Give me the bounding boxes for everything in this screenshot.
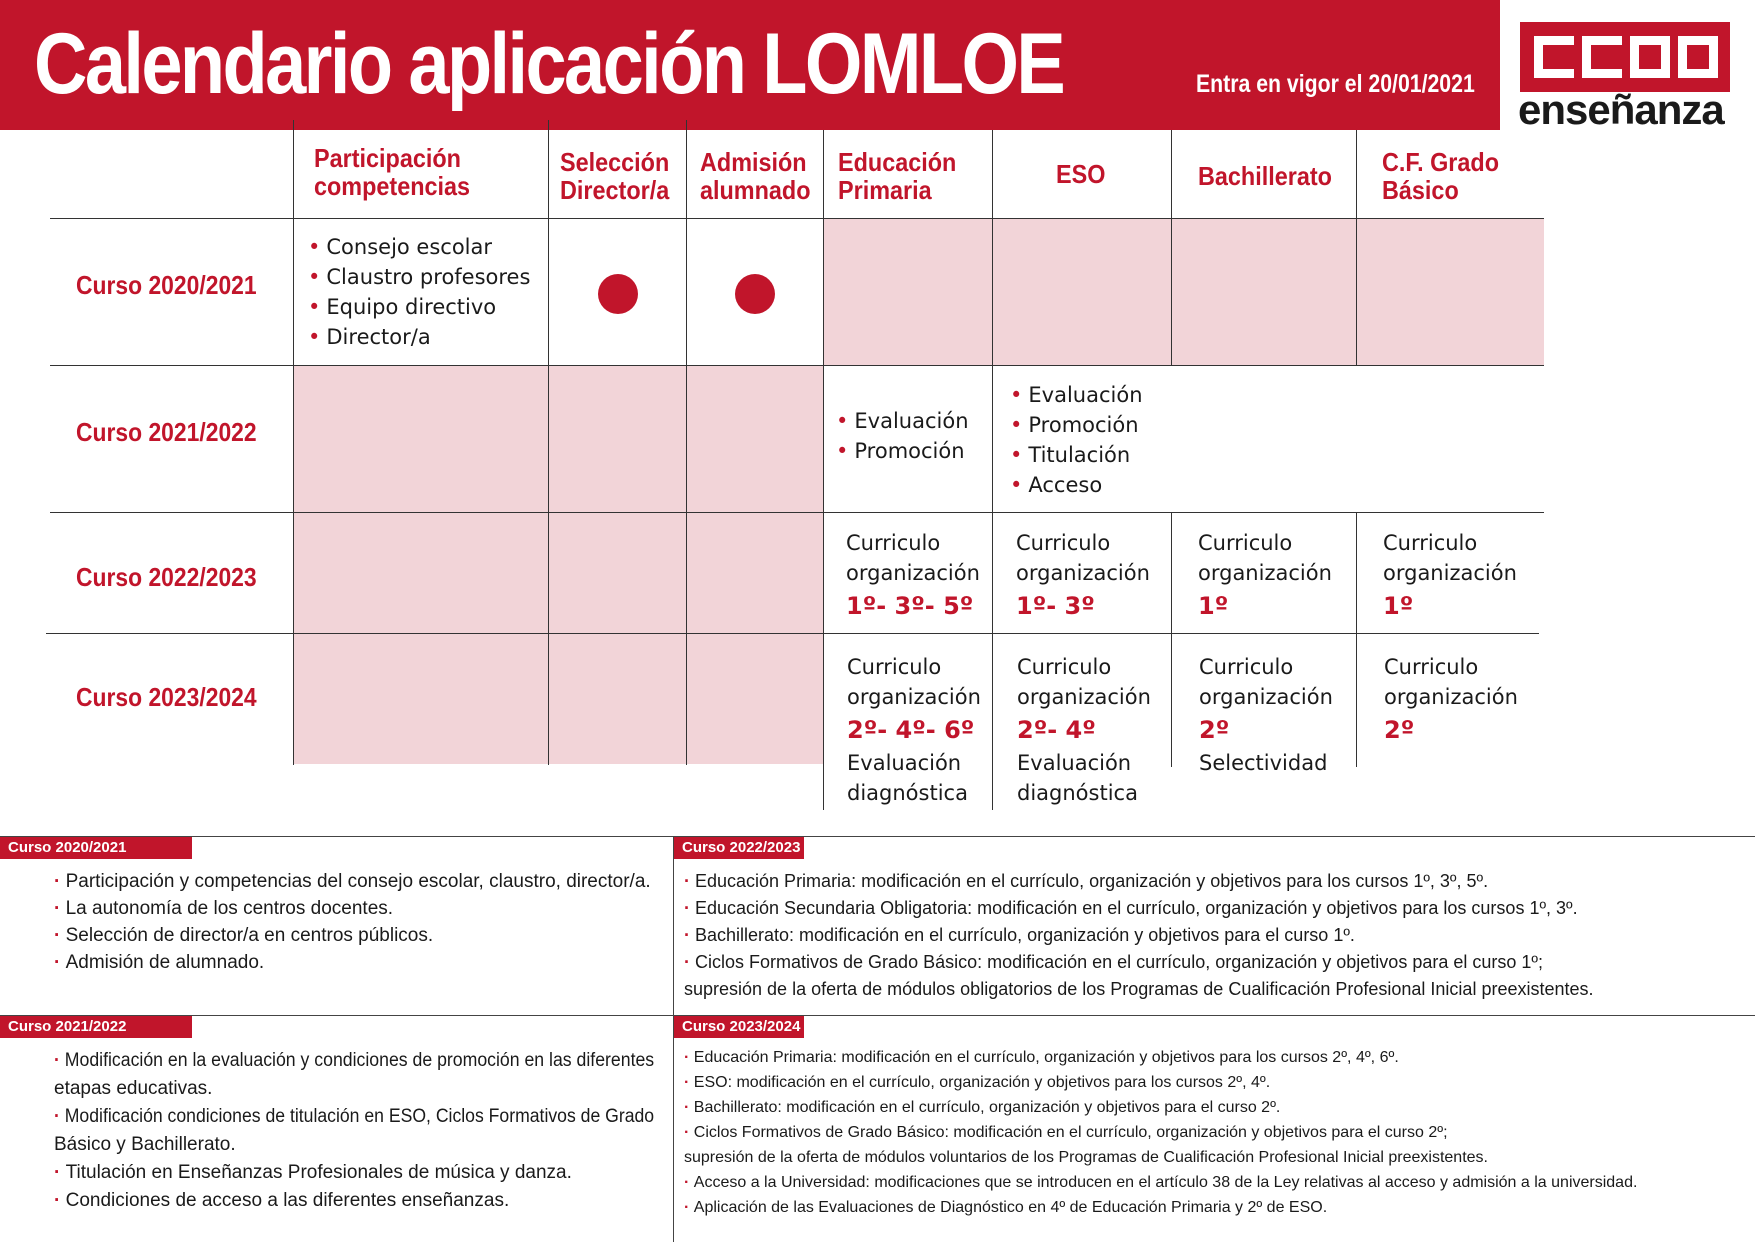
r3-cfgb: Curriculo organización 1º	[1383, 528, 1517, 624]
level-courses: 1º	[1198, 592, 1229, 620]
col-header-eso: ESO	[1056, 159, 1106, 189]
level-courses: 2º- 4º	[1017, 716, 1096, 744]
list-item: supresión de la oferta de módulos obligatorios de los Programas de Cualificación Profesional Inicial preexistentes.	[684, 979, 1594, 999]
logo-letter-o-2	[1678, 36, 1718, 78]
grid-line	[293, 120, 294, 765]
r2-eso-list	[1010, 380, 1143, 500]
list-item: · Ciclos Formativos de Grado Básico: modificación en el currículo, organización y objetivos para el curso 2º;	[684, 1120, 1448, 1145]
list-item: • Acceso	[1010, 470, 1143, 500]
list-item: supresión de la oferta de módulos voluntarios de los Programas de Cualificación Profesional Inicial preexistentes.	[684, 1149, 1488, 1166]
level-courses: 1º	[1383, 592, 1414, 620]
level-courses: 1º- 3º	[1016, 592, 1095, 620]
grid-line	[1171, 130, 1172, 366]
list-item: · Participación y competencias del consejo escolar, claustro, director/a.	[54, 868, 651, 895]
col-header-cfgb: C.F. Grado Básico	[1382, 147, 1500, 205]
panel-2020-list	[54, 868, 651, 976]
panel-tag-2022: Curso 2022/2023	[674, 837, 804, 859]
list-item: · Admisión de alumnado.	[54, 949, 264, 976]
panel-tag-2020: Curso 2020/2021	[0, 837, 192, 859]
panel-tag-2023: Curso 2023/2024	[674, 1016, 804, 1038]
r3-primaria: Curriculo organización 1º- 3º- 5º	[846, 528, 980, 624]
panel-divider	[0, 1015, 1755, 1016]
level-courses: 1º- 3º- 5º	[846, 592, 974, 620]
list-item: • Claustro profesores	[308, 262, 530, 292]
list-item: · Educación Primaria: modificación en el currículo, organización y objetivos para los cursos 1º, 3º, 5º.	[684, 868, 1488, 895]
row-header-2021: Curso 2021/2022	[76, 417, 257, 447]
list-item: · Bachillerato: modificación en el currículo, organización y objetivos para el curso 1º.	[684, 922, 1355, 949]
list-item: · Modificación en la evaluación y condiciones de promoción en las diferentes	[54, 1047, 654, 1075]
r3-eso: Curriculo organización 1º- 3º	[1016, 528, 1150, 624]
list-item: • Titulación	[1010, 440, 1143, 470]
col-header-admision: Admisión alumnado	[700, 147, 811, 205]
list-item: · Modificación condiciones de titulación en ESO, Ciclos Formativos de Grado	[54, 1103, 654, 1131]
grid-line	[1171, 512, 1172, 767]
list-item: · Acceso a la Universidad: modificaciones que se introducen en el artículo 38 de la Ley relativas al acceso y admisión a la universidad.	[684, 1170, 1637, 1195]
panel-tag-2021: Curso 2021/2022	[0, 1016, 192, 1038]
list-item: · Educación Primaria: modificación en el currículo, organización y objetivos para los cursos 2º, 4º, 6º.	[684, 1045, 1399, 1070]
grid-line	[1356, 512, 1357, 767]
list-item: · Aplicación de las Evaluaciones de Diagnóstico en 4º de Educación Primaria y 2º de ESO.	[684, 1195, 1327, 1220]
col-header-seleccion: Selección Director/a	[560, 147, 670, 205]
list-item: • Promoción	[1010, 410, 1143, 440]
row-header-2023: Curso 2023/2024	[76, 682, 257, 712]
logo-text: enseñanza	[1518, 86, 1724, 133]
applies-dot-admision	[735, 274, 775, 314]
grid-line	[992, 130, 993, 810]
page-subtitle: Entra en vigor el 20/01/2021	[1196, 70, 1475, 98]
grid-line	[1356, 130, 1357, 366]
list-item: · ESO: modificación en el currículo, organización y objetivos para los cursos 2º, 4º.	[684, 1070, 1270, 1095]
cell-bg-r3	[294, 513, 824, 633]
ccoo-logo	[1518, 20, 1736, 133]
list-item: · La autonomía de los centros docentes.	[54, 895, 393, 922]
level-courses: 2º	[1199, 716, 1230, 744]
r4-bachillerato: Curriculo organización 2º Selectividad	[1199, 655, 1333, 775]
grid-line	[823, 130, 824, 810]
col-header-primaria: Educación Primaria	[838, 147, 957, 205]
row-header-2020: Curso 2020/2021	[76, 270, 257, 300]
col-header-participacion: Participación competencias	[314, 143, 471, 201]
cell-bg-r1-stages	[824, 219, 1544, 365]
cell-bg-r2	[294, 366, 824, 512]
page-title: Calendario aplicación LOMLOE	[34, 16, 1064, 112]
r1-participacion-list	[308, 232, 530, 352]
list-item: · Educación Secundaria Obligatoria: modificación en el currículo, organización y objetivos para los cursos 1º, 3º.	[684, 895, 1578, 922]
r4-cfgb: Curriculo organización 2º	[1384, 652, 1518, 748]
panel-2021-list	[54, 1047, 701, 1215]
list-item: etapas educativas.	[54, 1078, 213, 1099]
level-courses: 2º- 4º- 6º	[847, 716, 975, 744]
list-item: • Promoción	[836, 436, 969, 466]
grid-line	[50, 512, 1544, 513]
list-item: • Evaluación	[1010, 380, 1143, 410]
panel-2023-list	[684, 1045, 1637, 1220]
logo-letter-c-1	[1534, 36, 1574, 78]
r4-primaria: Curriculo organización 2º- 4º- 6º Evaluación diagnóstica	[847, 655, 981, 805]
list-item: · Ciclos Formativos de Grado Básico: modificación en el currículo, organización y objetivos para el curso 1º;	[684, 949, 1543, 976]
list-item: · Condiciones de acceso a las diferentes enseñanzas.	[54, 1187, 509, 1215]
grid-line	[686, 120, 687, 765]
panel-divider	[0, 836, 1755, 837]
col-header-bachillerato: Bachillerato	[1198, 161, 1332, 191]
row-header-2022: Curso 2022/2023	[76, 562, 257, 592]
grid-line	[46, 633, 1539, 634]
logo-letter-o-1	[1630, 36, 1670, 78]
cell-bg-r4	[294, 634, 824, 764]
panel-2022-list	[684, 868, 1594, 1003]
list-item: • Consejo escolar	[308, 232, 530, 262]
list-item: · Bachillerato: modificación en el currículo, organización y objetivos para el curso 2º.	[684, 1095, 1280, 1120]
list-item: • Equipo directivo	[308, 292, 530, 322]
list-item: · Titulación en Enseñanzas Profesionales de música y danza.	[54, 1159, 572, 1187]
level-courses: 2º	[1384, 716, 1415, 744]
r3-bachillerato: Curriculo organización 1º	[1198, 528, 1332, 624]
grid-line	[548, 120, 549, 765]
r4-eso: Curriculo organización 2º- 4º Evaluación diagnóstica	[1017, 655, 1151, 805]
list-item: • Director/a	[308, 322, 530, 352]
grid-line	[50, 218, 1544, 219]
applies-dot-seleccion	[598, 274, 638, 314]
ccoo-logo-mark	[1520, 22, 1730, 92]
list-item: Básico y Bachillerato.	[54, 1134, 236, 1155]
grid-line	[50, 365, 1544, 366]
list-item: · Selección de director/a en centros públicos.	[54, 922, 433, 949]
logo-letter-c-2	[1582, 36, 1622, 78]
r2-primaria-list	[836, 406, 969, 466]
list-item: • Evaluación	[836, 406, 969, 436]
